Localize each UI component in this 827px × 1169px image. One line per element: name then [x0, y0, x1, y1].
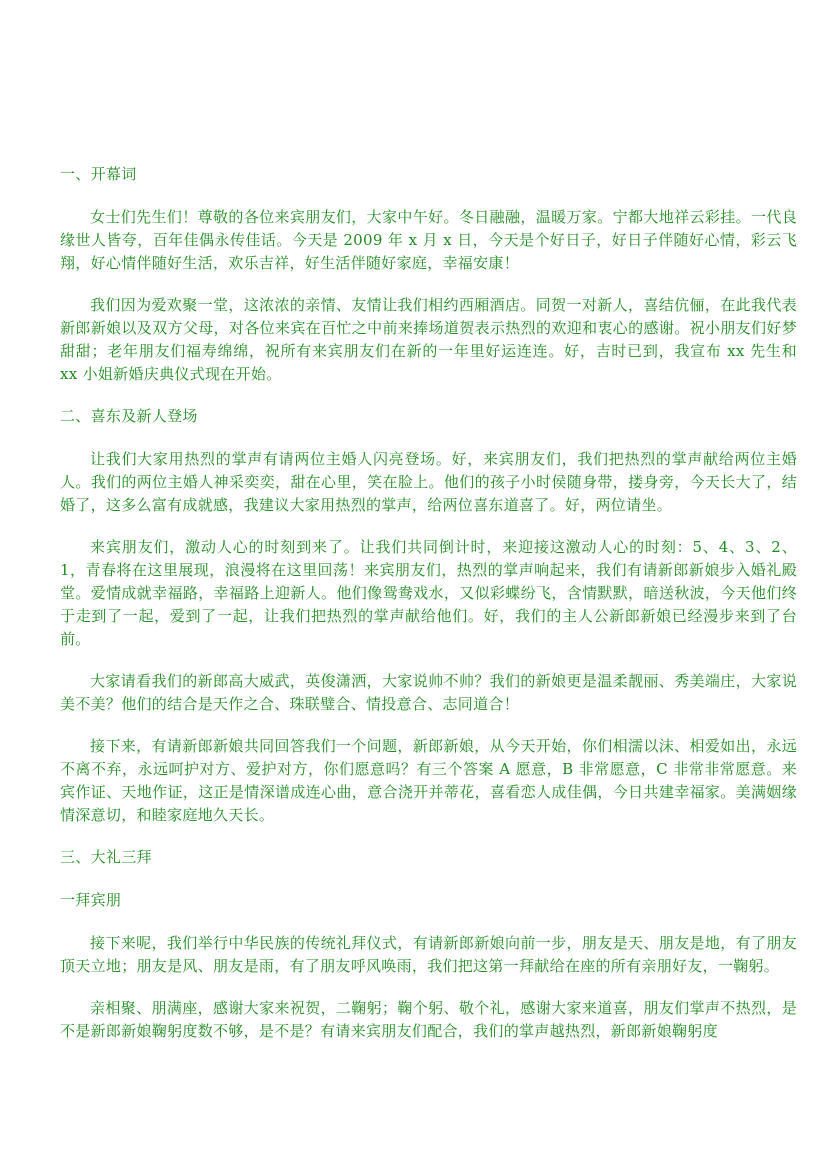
- paragraph: 大家请看我们的新郎高大威武，英俊潇洒，大家说帅不帅？我们的新娘更是温柔靓丽、秀美端庄，大家说美不美？他们的结合是天作之合、珠联璧合、情投意合、志同道合！: [60, 672, 797, 713]
- paragraph: 我们因为爱欢聚一堂，这浓浓的亲情、友情让我们相约西厢酒店。同贺一对新人，喜结伉俪，在此我代表新郎新娘以及双方父母，对各位来宾在百忙之中前来捧场道贺表示热烈的欢迎和衷心的感谢。祝小朋友们好梦甜甜；老年朋友们福寿绵绵，祝所有来宾朋友们在新的一年里好运连连。好，吉时已到，我宣布 xx 先生和 xx 小姐新婚庆典仪式现在开始。: [60, 296, 797, 383]
- document-body: [60, 163, 797, 1062]
- paragraph: 女士们先生们！尊敬的各位来宾朋友们，大家中午好。冬日融融，温暖万家。宁都大地祥云彩挂。一代良缘世人皆夸，百年佳偶永传佳话。今天是 2009 年 x 月 x 日，今天是个好日子，好日子伴随好心情，彩云飞翔，好心情伴随好生活，欢乐吉祥，好生活伴随好家庭，幸福安康！: [60, 208, 797, 272]
- paragraph: 来宾朋友们，激动人心的时刻到来了。让我们共同倒计时，来迎接这激动人心的时刻：5、4、3、2、1，青春将在这里展现，浪漫将在这里回荡！来宾朋友们，热烈的掌声响起来，我们有请新郎新娘步入婚礼殿堂。爱情成就幸福路，幸福路上迎新人。他们像鸳鸯戏水，又似彩蝶纷飞，含情默默，暗送秋波，今天他们终于走到了一起，爱到了一起，让我们把热烈的掌声献给他们。好，我们的主人公新郎新娘已经漫步来到了台前。: [60, 538, 797, 648]
- paragraph: 亲相聚、朋满座，感谢大家来祝贺，二鞠躬；鞠个躬、敬个礼，感谢大家来道喜，朋友们掌声不热烈，是不是新郎新娘鞠躬度数不够，是不是？有请来宾朋友们配合，我们的掌声越热烈，新郎新娘鞠躬度: [60, 999, 797, 1040]
- paragraph: 接下来，有请新郎新娘共同回答我们一个问题，新郎新娘，从今天开始，你们相濡以沫、相爱如出，永远不离不弃，永远呵护对方、爱护对方，你们愿意吗？有三个答案 A 愿意，B 非常愿意，C 非常非常愿意。来宾作证、天地作证，这正是情深谱成连心曲，意合浇开并蒂花，喜看恋人成佳偶，今日共建幸福家。美满姻缘情深意切，和睦家庭地久天长。: [60, 737, 797, 824]
- paragraph: 让我们大家用热烈的掌声有请两位主婚人闪亮登场。好，来宾朋友们，我们把热烈的掌声献给两位主婚人。我们的两位主婚人神采奕奕，甜在心里，笑在脸上。他们的孩子小时侯随身带，搂身旁，今天长大了，结婚了，这多么富有成就感，我建议大家用热烈的掌声，给两位喜东道喜了。好，两位请坐。: [60, 450, 797, 514]
- sub-heading: 一拜宾朋: [60, 891, 122, 909]
- section-heading: 三、大礼三拜: [60, 848, 152, 866]
- section-heading: 一、开幕词: [60, 165, 137, 183]
- paragraph: 接下来呢，我们举行中华民族的传统礼拜仪式，有请新郎新娘向前一步，朋友是天、朋友是地，有了朋友顶天立地；朋友是风、朋友是雨，有了朋友呼风唤雨，我们把这第一拜献给在座的所有亲朋好友，一鞠躬。: [60, 934, 797, 975]
- section-heading: 二、喜东及新人登场: [60, 407, 198, 425]
